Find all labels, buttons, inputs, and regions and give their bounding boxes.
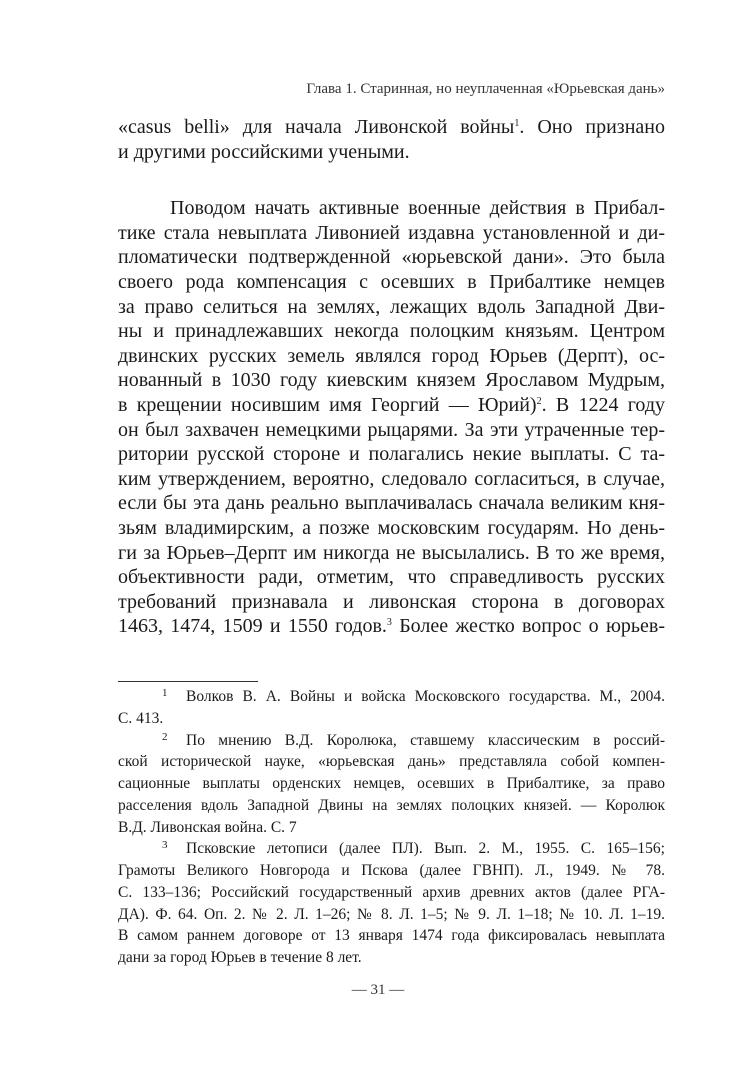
footnote-ref[interactable]: 2 <box>536 395 542 407</box>
footnote-text: дани за город Юрьев в течение 8 лет. <box>118 949 362 966</box>
text-line <box>118 368 665 393</box>
text-run: Более жестко вопрос о юрьев- <box>391 615 665 638</box>
text-run: тике стала невыплата Ливонией издавна установленной и ди- <box>118 221 665 244</box>
text-run: он был захвачен немецкими рыцарями. За эти утраченные тер- <box>118 418 665 441</box>
paragraph <box>118 196 665 639</box>
text-line <box>118 442 665 467</box>
text-run: . Оно признано <box>519 116 665 138</box>
text-line <box>118 295 665 320</box>
footnote-text: сационные выплаты орденских немцев, осевших в Прибалтике, за право <box>118 775 665 792</box>
footnote-rule <box>118 681 258 682</box>
footnote-text: В.Д. Ливонская война. С. 7 <box>118 818 297 836</box>
text-line <box>118 418 665 443</box>
text-line <box>118 491 665 516</box>
footnotes <box>118 686 665 969</box>
text-line <box>118 541 665 566</box>
footnote-line <box>118 882 665 904</box>
text-run: и другими российскими учеными. <box>118 140 410 163</box>
text-line <box>118 140 665 165</box>
text-line <box>118 393 665 418</box>
page-number: — 31 — <box>351 982 405 998</box>
footnote-ref[interactable]: 1 <box>514 118 520 129</box>
text-line <box>118 344 665 369</box>
footnote-line: 3 Псковские летописи (далее ПЛ). Вып. 2. М., 1955. С. 165–156; <box>162 839 665 858</box>
footnote-line <box>118 817 665 839</box>
footnote-line <box>118 708 665 730</box>
footnote-line <box>118 751 665 773</box>
body-text <box>118 115 665 639</box>
footnote-line <box>118 795 665 817</box>
footnote-text: ской исторической науке, «юрьевская дань» представляла собой компен- <box>118 753 665 771</box>
text-line <box>118 319 665 344</box>
text-run: объективности ради, отметим, что справедливость русских <box>118 566 665 589</box>
footnote-ref[interactable]: 3 <box>386 617 392 629</box>
footnote-line <box>118 860 665 882</box>
text-run: требований признавала и ливонская сторона в договорах <box>118 590 665 613</box>
footnote-line <box>118 925 665 947</box>
footnote-line <box>118 904 665 926</box>
footnote-text: ДА). Ф. 64. Оп. 2. № 2. Л. 1–26; № 8. Л. 1–5; № 9. Л. 1–18; № 10. Л. 1–19. <box>118 905 665 923</box>
text-line <box>118 115 665 140</box>
text-run: зьям владимирским, а позже московским государям. Но день- <box>118 516 665 539</box>
text-run: пломатически подтвержденной «юрьевской дани». Это была <box>118 246 665 269</box>
footnote-text: С. 413. <box>118 709 164 727</box>
text-run: своего рода компенсация с осевших в Прибалтике немцев <box>118 270 665 293</box>
text-run: Поводом начать активные военные действия в Прибал- <box>170 197 665 220</box>
text-line <box>118 516 665 541</box>
text-run: «casus belli» для начала Ливонской войны <box>118 116 515 138</box>
text-line <box>118 467 665 492</box>
footnote-text: По мнению В.Д. Королюка, ставшему классическим в россий- <box>186 731 665 749</box>
footnote-text: С. 133–136; Российский государственный архив древних актов (далее РГА- <box>118 883 665 901</box>
text-run: за право селиться на землях, лежащих вдоль Западной Дви- <box>118 295 665 318</box>
text-line <box>118 590 665 615</box>
footnote-text: В самом раннем договоре от 13 января 1474 года фиксировалась невыплата <box>118 927 665 945</box>
footnote-text: Грамоты Великого Новгорода и Пскова (далее ГВНП). Л., 1949. № 78. <box>118 862 665 879</box>
footnote-line <box>118 947 665 969</box>
text-line <box>118 270 665 295</box>
footnote-line: 1 Волков В. А. Войны и войска Московского государства. М., 2004. <box>162 687 665 705</box>
paragraph <box>118 115 665 164</box>
text-run: ны и принадлежавших некогда полоцким князьям. Центром <box>118 320 665 343</box>
text-line <box>118 614 665 639</box>
text-run: 1463, 1474, 1509 и 1550 годов. <box>118 615 387 638</box>
text-line <box>118 565 665 590</box>
footnote-line: 2 По мнению В.Д. Королюка, ставшему классическим в россий- <box>162 730 665 749</box>
footnote-text: расселения вдоль Западной Двины на землях полоцких князей. — Королюк <box>118 796 665 814</box>
text-line <box>118 196 665 221</box>
text-line <box>118 221 665 246</box>
footnote <box>118 730 665 839</box>
text-line <box>118 245 665 270</box>
text-run: ким утверждением, вероятно, следовало согласиться, в случае, <box>118 467 665 490</box>
footnote <box>118 838 665 969</box>
text-run: двинских русских земель являлся город Юрьев (Дерпт), ос- <box>118 344 665 367</box>
text-run: нованный в 1030 году киевским князем Ярославом Мудрым, <box>118 369 665 392</box>
footnote-text: Волков В. А. Войны и войска Московского государства. М., 2004. <box>186 688 665 705</box>
running-header: Глава 1. Старинная, но неуплаченная «Юрьевская дань» <box>306 81 665 97</box>
text-run: если бы эта дань реально выплачивалась сначала великим кня- <box>118 492 665 515</box>
footnote-line <box>118 773 665 795</box>
text-run: ги за Юрьев–Дерпт им никогда не высылались. В то же время, <box>118 541 665 564</box>
footnote-text: Псковские летописи (далее ПЛ). Вып. 2. М., 1955. С. 165–156; <box>186 840 665 858</box>
paragraph-gap <box>118 164 665 196</box>
text-run: . В 1224 году <box>541 393 665 416</box>
footnote <box>118 686 665 730</box>
text-run: в крещении носившим имя Георгий — Юрий) <box>118 393 537 416</box>
text-run: ритории русской стороне и полагались некие выплаты. С та- <box>118 443 665 466</box>
